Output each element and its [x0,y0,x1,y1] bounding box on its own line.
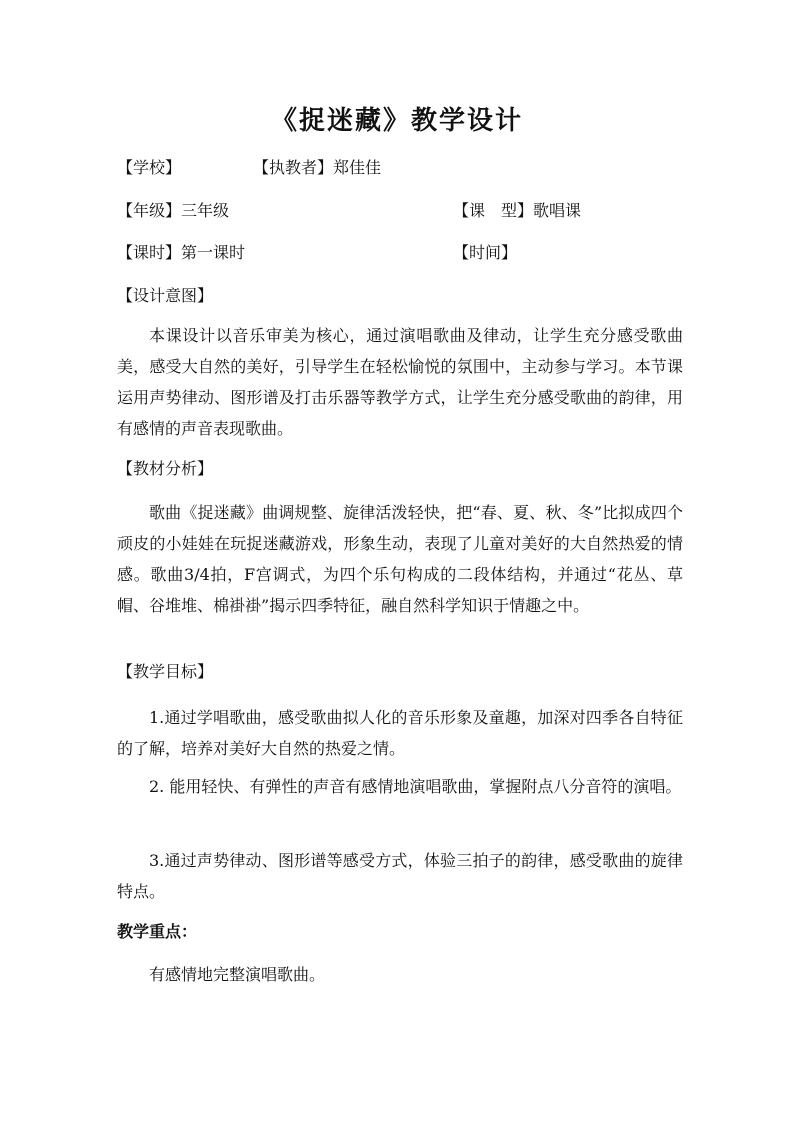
intent-heading: 【设计意图】 [117,286,214,305]
type-line [453,201,581,221]
teacher-line [253,158,381,178]
period-line [117,243,245,263]
teacher-label: 【执教者】 [253,158,334,177]
grade-value: 三年级 [181,201,230,220]
type-label: 【课 型】 [453,201,534,220]
intent-paragraph: 本课设计以音乐审美为核心，通过演唱歌曲及律动，让学生充分感受歌曲美，感受大自然的美好，引导学生在轻松愉悦的氛围中，主动参与学习。本节课运用声势律动、图形谱及打击乐器等教学方式，让学生充分感受歌曲的韵律，用有感情的声音表现歌曲。 [117,326,683,438]
goals-heading: 【教学目标】 [117,662,214,681]
analysis-heading: 【教材分析】 [117,459,214,478]
key-heading: 教学重点： [117,922,198,941]
period-value: 第一课时 [181,243,246,262]
type-value: 歌唱课 [533,201,582,220]
key-paragraph: 有感情地完整演唱歌曲。 [149,965,326,984]
grade-label: 【年级】 [117,201,182,220]
period-label: 【课时】 [117,243,182,262]
school-label: 【学校】 [117,158,182,177]
goal-item-3: 3.通过声势律动、图形谱等感受方式，体验三拍子的韵律，感受歌曲的旋律特点。 [117,851,683,901]
goal-item-1: 1.通过学唱歌曲，感受歌曲拟人化的音乐形象及童趣，加深对四季各自特征的了解，培养对美好大自然的热爱之情。 [117,708,683,758]
teacher-name: 郑佳佳 [333,158,382,177]
document-title: 《捉迷藏》教学设计 [270,106,523,136]
analysis-paragraph: 歌曲《捉迷藏》曲调规整、旋律活泼轻快，把“春、夏、秋、冬”比拟成四个顽皮的小娃娃在玩捉迷藏游戏，形象生动，表现了儿童对美好的大自然热爱的情感。歌曲3/4拍，F宫调式，为四个乐句构成的二段体结构，并通过“花丛、草帽、谷堆堆、棉褂褂”揭示四季特征，融自然科学知识于情趣之中。 [117,503,683,615]
goal-item-2: 2. 能用轻快、有弹性的声音有感情地演唱歌曲，掌握附点八分音符的演唱。 [149,777,682,796]
grade-line [117,201,229,221]
time-label: 【时间】 [453,243,518,262]
